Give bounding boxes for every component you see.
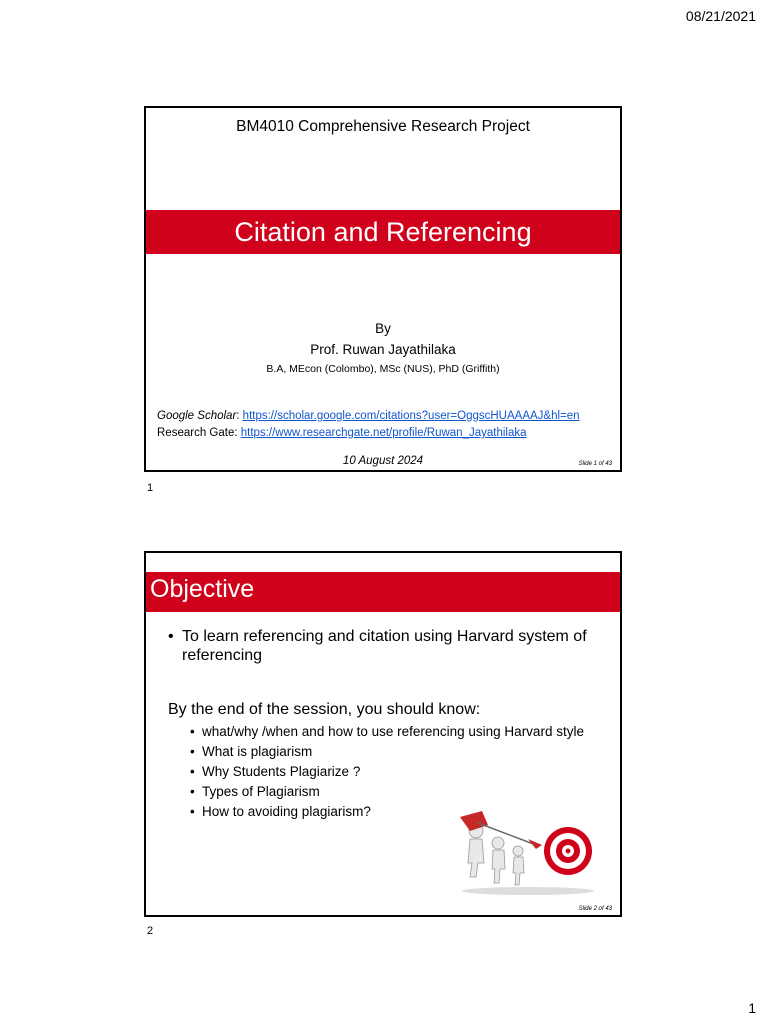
lead-text: By the end of the session, you should know: xyxy=(168,701,481,718)
title-banner xyxy=(146,210,620,254)
slide-1 xyxy=(144,106,622,472)
author-name: Prof. Ruwan Jayathilaka xyxy=(310,342,456,357)
objective-bullet: • To learn referencing and citation using Harvard system of referencing xyxy=(168,628,587,664)
list-item: • what/why /when and how to use referencing using Harvard style xyxy=(190,724,584,739)
title-banner xyxy=(146,572,620,612)
course-title: BM4010 Comprehensive Research Project xyxy=(236,118,530,135)
scholar-line: Google Scholar: https://scholar.google.com/citations?user=OggscHUAAAAJ&hl=en xyxy=(157,410,580,422)
slide-number: Slide 2 of 43 xyxy=(578,906,612,912)
researchgate-label: Research Gate xyxy=(157,427,235,439)
page-number-1: 1 xyxy=(147,482,154,494)
by-label: By xyxy=(375,321,391,336)
scholar-link[interactable]: https://scholar.google.com/citations?user=OggscHUAAAAJ&hl=en xyxy=(242,410,580,422)
list-item: • What is plagiarism xyxy=(190,744,313,759)
list-item: • Types of Plagiarism xyxy=(190,784,320,799)
slide-title: Objective xyxy=(150,575,255,603)
learning-outcomes-list xyxy=(190,723,608,820)
lecture-date: 10 August 2024 xyxy=(342,455,424,467)
print-date: 08/21/2021 xyxy=(685,8,756,24)
list-item: • How to avoiding plagiarism? xyxy=(190,804,371,819)
scholar-label: Google Scholar xyxy=(157,410,237,422)
target-teamwork-illustration xyxy=(448,811,600,897)
slide-body xyxy=(168,627,608,823)
researchgate-link[interactable]: https://www.researchgate.net/profile/Ruwan_Jayathilaka xyxy=(240,427,527,439)
researchgate-line: Research Gate: https://www.researchgate.net/profile/Ruwan_Jayathilaka xyxy=(157,427,527,439)
slide-2 xyxy=(144,551,622,917)
sheet-page-number: 1 xyxy=(748,1000,756,1016)
profile-links xyxy=(157,408,580,442)
page-number-2: 2 xyxy=(147,925,154,937)
slide-title: Citation and Referencing xyxy=(234,217,532,247)
slide-number: Slide 1 of 43 xyxy=(578,461,612,467)
list-item: • Why Students Plagiarize ? xyxy=(190,764,361,779)
author-degrees: B.A, MEcon (Colombo), MSc (NUS), PhD (Griffith) xyxy=(266,363,500,375)
